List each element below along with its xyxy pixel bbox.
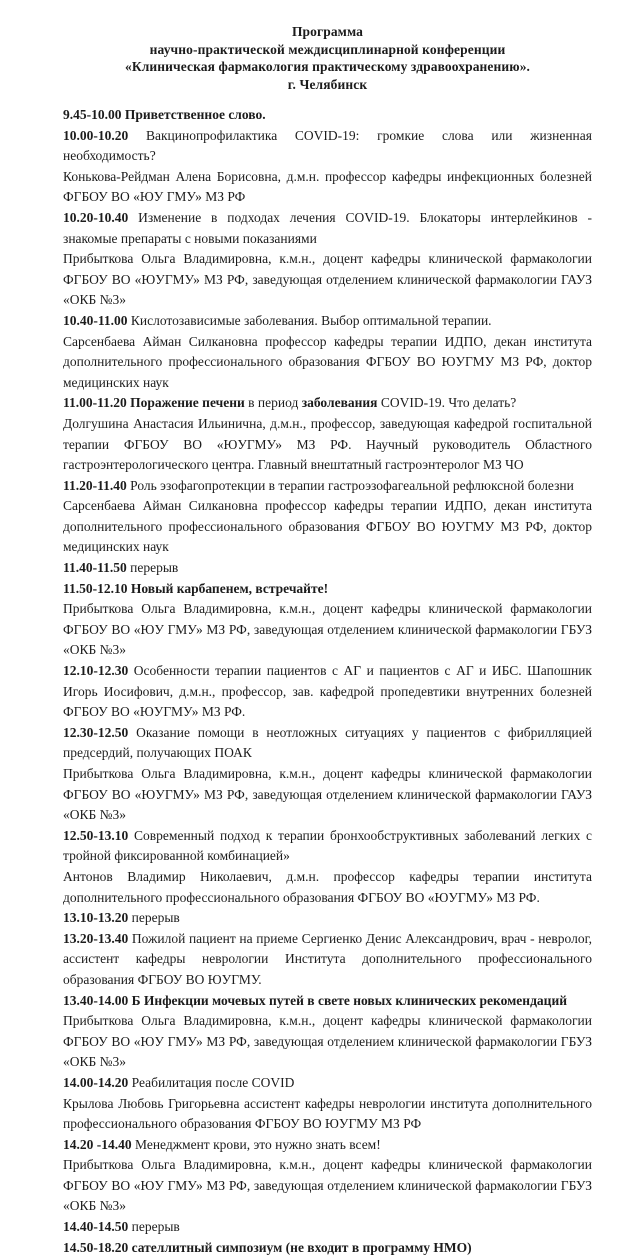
program-entry [63, 249, 592, 311]
program-entry [63, 414, 592, 476]
program-entry [63, 723, 592, 764]
program-entry-text-segment: Изменение в подходах лечения COVID-19. Блокаторы интерлейкинов - знакомые препараты с новыми показаниями [63, 209, 592, 246]
program-entry [63, 476, 592, 497]
program-entry [63, 867, 592, 908]
program-entry-text-segment: Долгушина Анастасия Ильинична, д.м.н., профессор, заведующая кафедрой госпитальной терапии ФГБОУ ВО «ЮУГМУ» МЗ РФ. Научный руководитель Областного гастроэнтерологического центра. Главный внештатный гастроэнтеролог МЗ ЧО [63, 415, 592, 473]
program-entry-bold-segment: 11.40-11.50 [63, 560, 127, 576]
program-entry-text-segment: Менеджмент крови, это нужно знать всем! [131, 1136, 381, 1152]
title-line-conference: научно-практической междисциплинарной конференции [149, 41, 506, 57]
program-entry-text-segment: перерыв [128, 910, 180, 926]
program-entry-bold-segment: 14.20 -14.40 [63, 1136, 132, 1152]
program-entry [63, 496, 592, 558]
program-entry [63, 167, 592, 208]
program-entry-bold-segment: 11.20-11.40 [63, 477, 127, 493]
program-entry-text-segment: Роль эзофагопротекции в терапии гастроэзофагеальной рефлюксной болезни [126, 477, 574, 493]
program-entry [63, 1135, 592, 1156]
program-entry [63, 1217, 592, 1238]
program-entry [63, 579, 592, 600]
title-line-city: г. Челябинск [287, 76, 368, 92]
title-line-program: Программа [291, 24, 364, 39]
program-entry [63, 1073, 592, 1094]
program-list [63, 105, 592, 1258]
program-entry-text-segment: Прибыткова Ольга Владимировна, к.м.н., доцент кафедры клинической фармакологии ФГБОУ ВО «ЮУ ГМУ» МЗ РФ, заведующая отделением клинической фармакологии ГБУЗ «ОКБ №3» [63, 601, 592, 658]
program-entry-text-segment: Кислотозависимые заболевания. Выбор оптимальной терапии. [127, 312, 492, 328]
program-entry-text-segment: Вакцинопрофилактика COVID-19: громкие слова или жизненная необходимость? [63, 127, 592, 164]
program-entry [63, 908, 592, 929]
program-entry-bold-segment: 12.10-12.30 [63, 663, 129, 679]
program-entry-text-segment: Прибыткова Ольга Владимировна, к.м.н., доцент кафедры клинической фармакологии ФГБОУ ВО «ЮУГМУ» МЗ РФ, заведующая отделением клинической фармакологии ГАУЗ «ОКБ №3» [63, 251, 592, 308]
program-entry [63, 393, 592, 414]
program-entry [63, 558, 592, 579]
program-entry-bold-segment: 14.50-18.20 сателлитный симпозиум (не входит в программу НМО) [63, 1239, 472, 1255]
program-entry-text-segment: COVID-19. Что делать? [377, 395, 517, 411]
program-entry-bold-segment: 9.45-10.00 Приветственное слово. [63, 107, 266, 122]
program-entry-text-segment: Прибыткова Ольга Владимировна, к.м.н., доцент кафедры клинической фармакологии ФГБОУ ВО «ЮУ ГМУ» МЗ РФ, заведующая отделением клинической фармакологии ГБУЗ «ОКБ №3» [63, 1013, 592, 1070]
program-entry [63, 1094, 592, 1135]
program-entry-bold-segment: 12.30-12.50 [63, 724, 129, 740]
program-entry-bold-segment: 12.50-13.10 [63, 827, 129, 843]
program-entry-text-segment: Современный подход к терапии бронхообструктивных заболеваний легких с тройной фиксированной комбинацией» [63, 827, 592, 864]
program-entry-text-segment: Пожилой пациент на приеме Сергиенко Денис Александрович, врач - невролог, ассистент кафедры неврологии Института дополнительного профессионального образования ФГБОУ ВО ЮУГМУ. [63, 930, 592, 987]
program-entry [63, 929, 592, 991]
program-entry-text-segment: Реабилитация после COVID [128, 1074, 295, 1090]
program-entry-bold-segment: 10.20-10.40 [63, 209, 129, 225]
program-entry-text-segment: Конькова-Рейдман Алена Борисовна, д.м.н. профессор кафедры инфекционных болезней ФГБОУ ВО «ЮУ ГМУ» МЗ РФ [63, 168, 592, 205]
program-entry-text-segment: Особенности терапии пациентов с АГ и пациентов с АГ и ИБС. Шапошник Игорь Иосифович, д.м.н., профессор, зав. кафедрой пропедевтики внутренних болезней ФГБОУ ВО «ЮУГМУ» МЗ РФ. [63, 663, 592, 720]
program-entry [63, 1155, 592, 1217]
program-entry [63, 661, 592, 723]
program-entry-bold-segment: 13.40-14.00 Б Инфекции мочевых путей в свете новых клинических рекомендаций [63, 992, 567, 1008]
program-entry-bold-segment: 14.40-14.50 [63, 1219, 129, 1235]
program-entry-text-segment: Сарсенбаева Айман Силкановна профессор кафедры терапии ИДПО, декан института дополнительного профессионального образования ФГБОУ ВО ЮУГМУ МЗ РФ, доктор медицинских наук [63, 498, 592, 555]
program-entry-text-segment: Прибыткова Ольга Владимировна, к.м.н., доцент кафедры клинической фармакологии ФГБОУ ВО «ЮУ ГМУ» МЗ РФ, заведующая отделением клинической фармакологии ГБУЗ «ОКБ №3» [63, 1157, 592, 1214]
program-entry-bold-segment: 11.50-12.10 Новый карбапенем, встречайте! [63, 580, 329, 596]
program-entry-text-segment: перерыв [128, 1219, 180, 1235]
program-entry-text-segment: Антонов Владимир Николаевич, д.м.н. профессор кафедры терапии института дополнительного профессионального образования ФГБОУ ВО «ЮУГМУ» МЗ РФ. [63, 868, 592, 905]
program-entry-bold-segment: 10.00-10.20 [63, 127, 129, 143]
program-entry-text-segment: в период [244, 395, 302, 411]
program-entry [63, 311, 592, 332]
program-entry-bold-segment: заболевания [301, 395, 378, 411]
program-entry [63, 599, 592, 661]
program-entry-text-segment: Сарсенбаева Айман Силкановна профессор кафедры терапии ИДПО, декан института дополнительного профессионального образования ФГБОУ ВО ЮУГМУ МЗ РФ, доктор медицинских наук [63, 333, 592, 390]
program-entry-text-segment: Крылова Любовь Григорьевна ассистент кафедры неврологии института дополнительного профессионального образования ФГБОУ ВО ЮУГМУ МЗ РФ [63, 1095, 592, 1132]
program-entry-text-segment: Оказание помощи в неотложных ситуациях у пациентов с фибрилляцией предсердий, получающих ПОАК [63, 724, 592, 761]
program-entry-text-segment: Прибыткова Ольга Владимировна, к.м.н., доцент кафедры клинической фармакологии ФГБОУ ВО «ЮУГМУ» МЗ РФ, заведующая отделением клинической фармакологии ГАУЗ «ОКБ №3» [63, 766, 592, 823]
program-entry-bold-segment: 13.10-13.20 [63, 910, 129, 926]
program-entry [63, 1011, 592, 1073]
program-entry [63, 126, 592, 167]
document-title [63, 23, 592, 93]
program-entry [63, 764, 592, 826]
title-line-topic: «Клиническая фармакология практическому здравоохранению». [124, 59, 531, 74]
program-entry-bold-segment: 14.00-14.20 [63, 1074, 129, 1090]
program-entry [63, 826, 592, 867]
program-entry-bold-segment: 11.00-11.20 Поражение печени [63, 395, 245, 411]
program-entry-bold-segment: 10.40-11.00 [63, 312, 128, 328]
program-entry-text-segment: перерыв [126, 560, 179, 576]
program-entry [63, 332, 592, 394]
program-entry [63, 1238, 592, 1258]
program-entry [63, 208, 592, 249]
program-entry [63, 991, 592, 1012]
program-entry-bold-segment: 13.20-13.40 [63, 930, 129, 946]
program-entry [63, 105, 592, 126]
